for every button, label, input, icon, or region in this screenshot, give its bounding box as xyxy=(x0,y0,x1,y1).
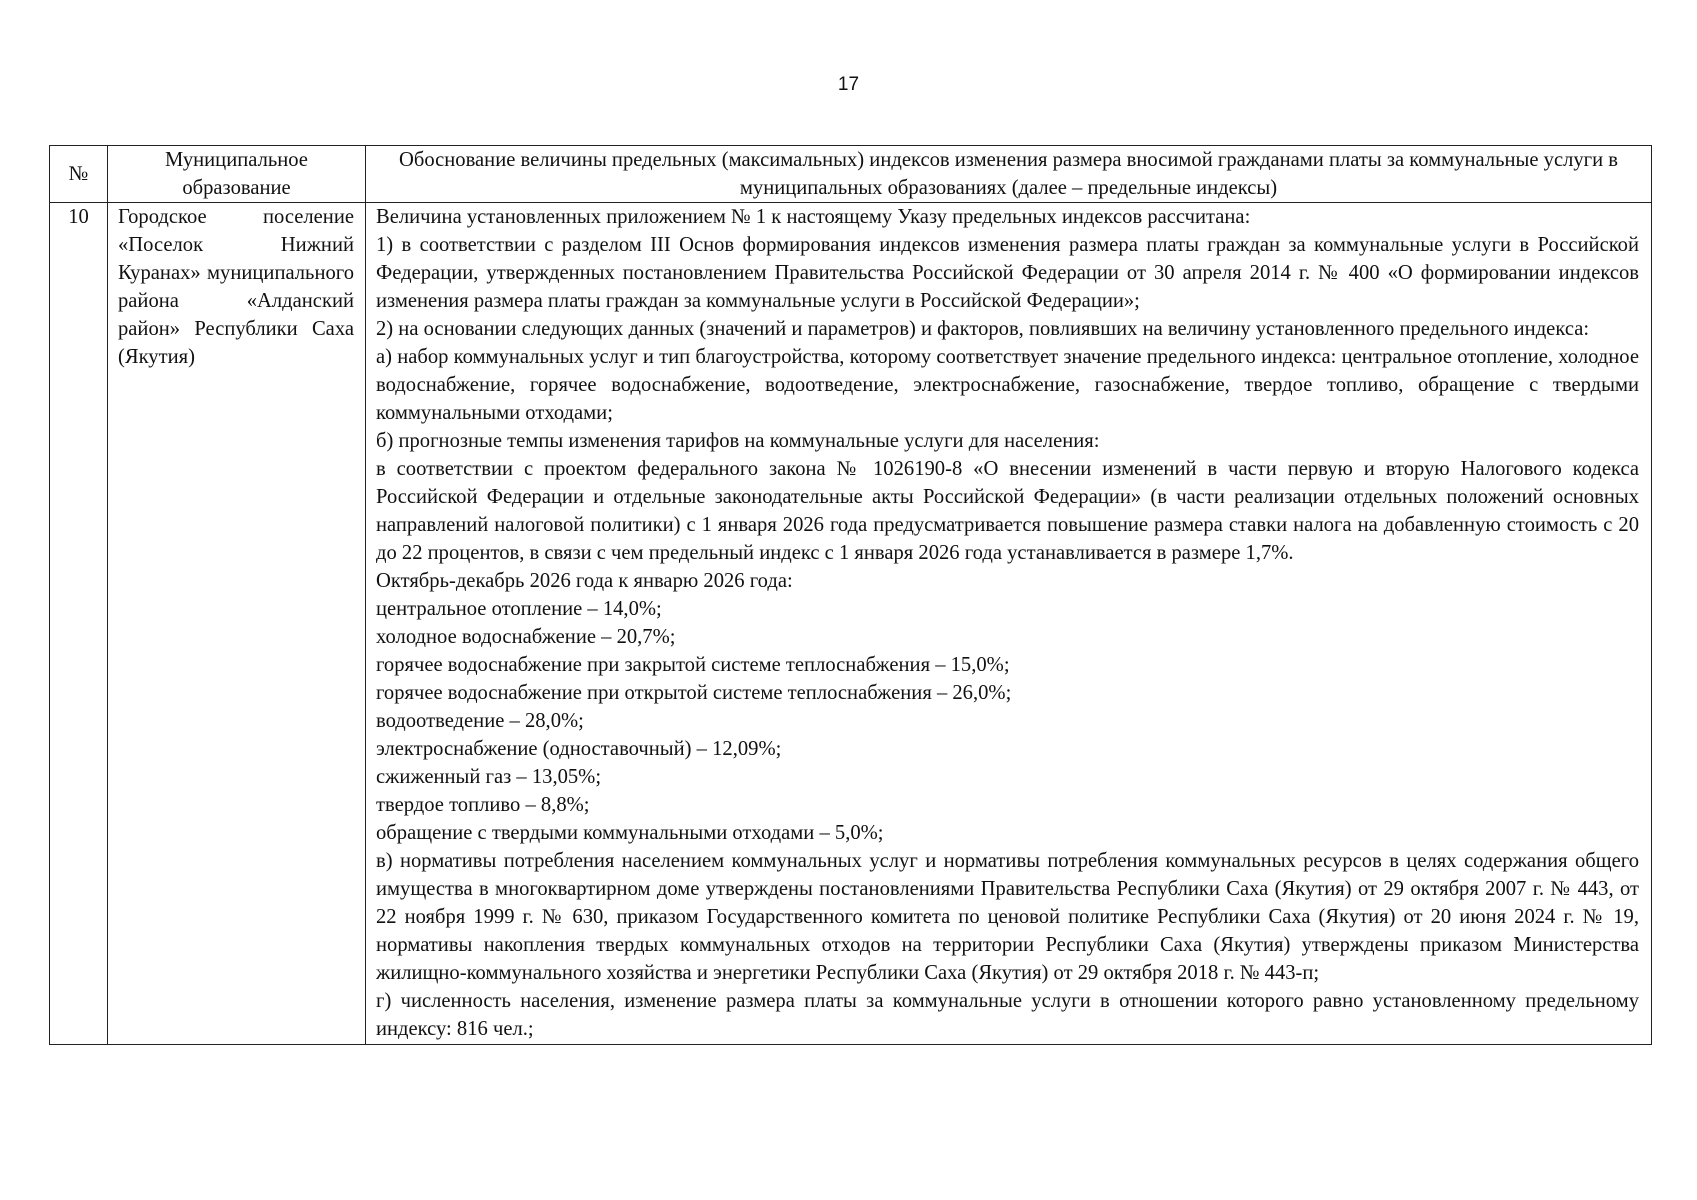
justification-text xyxy=(366,203,1652,1045)
table-header xyxy=(50,146,1652,203)
page-number: 17 xyxy=(837,74,860,95)
tariff-item: холодное водоснабжение – 20,7%; xyxy=(376,626,676,648)
tariff-item: горячее водоснабжение при открытой системе теплоснабжения – 26,0%; xyxy=(376,682,1012,704)
vat-law-paragraph: в соответствии с проектом федерального закона № 1026190-8 «О внесении изменений в части первую и вторую Налогового кодекса Российской Федерации и отдельные законодательные акты Российской Федерации» (в части реализации отдельных положений основных направлений налоговой политики) с 1 января 2026 года предусматривается повышение размера ставки налога на добавленную стоимость с 20 до 22 процентов, в связи с чем предельный индекс с 1 января 2026 года устанавливается в размере 1,7%. xyxy=(376,458,1639,564)
header-num: № xyxy=(50,146,108,203)
justification-intro: Величина установленных приложением № 1 к настоящему Указу предельных индексов рассчитана: xyxy=(376,206,1251,228)
row-number: 10 xyxy=(50,203,108,1045)
clause-a-services-set: а) набор коммунальных услуг и тип благоустройства, которому соответствует значение предельного индекса: центральное отопление, холодное водоснабжение, горячее водоснабжение, водоотведение, электроснабжение, газоснабжение, твердое топливо, обращение с твердыми коммунальными отходами; xyxy=(376,346,1639,424)
table-row xyxy=(50,203,1652,1045)
clause-1: 1) в соответствии с разделом III Основ формирования индексов изменения размера платы граждан за коммунальные услуги в Российской Федерации, утвержденных постановлением Правительства Российской Федерации от 30 апреля 2014 г. № 400 «О формировании индексов изменения размера платы граждан за коммунальные услуги в Российской Федерации»; xyxy=(376,234,1639,312)
tariff-item: сжиженный газ – 13,05%; xyxy=(376,766,602,788)
header-municipality: Муниципальное образование xyxy=(108,146,366,203)
tariff-item: водоотведение – 28,0%; xyxy=(376,710,584,732)
tariff-item: твердое топливо – 8,8%; xyxy=(376,794,590,816)
tariff-item: обращение с твердыми коммунальными отходами – 5,0%; xyxy=(376,822,884,844)
period-heading: Октябрь-декабрь 2026 года к январю 2026 года: xyxy=(376,570,793,592)
tariff-item: центральное отопление – 14,0%; xyxy=(376,598,662,620)
header-justification: Обоснование величины предельных (максимальных) индексов изменения размера вносимой гражданами платы за коммунальные услуги в муниципальных образованиях (далее – предельные индексы) xyxy=(366,146,1652,203)
clause-v-norms: в) нормативы потребления населением коммунальных услуг и нормативы потребления коммунальных ресурсов в целях содержания общего имущества в многоквартирном доме утверждены постановлениями Правительства Республики Саха (Якутия) от 29 октября 2007 г. № 443, от 22 ноября 1999 г. № 630, приказом Государственного комитета по ценовой политике Республики Саха (Якутия) от 20 июня 2024 г. № 19, нормативы накопления твердых коммунальных отходов на территории Республики Саха (Якутия) утверждены приказом Министерства жилищно-коммунального хозяйства и энергетики Республики Саха (Якутия) от 29 октября 2018 г. № 443-п; xyxy=(376,850,1639,984)
clause-2: 2) на основании следующих данных (значений и параметров) и факторов, повлиявших на величину установленного предельного индекса: xyxy=(376,318,1590,340)
index-justification-table xyxy=(49,145,1652,1045)
tariff-item: электроснабжение (одноставочный) – 12,09%; xyxy=(376,738,782,760)
clause-g-population: г) численность населения, изменение размера платы за коммунальные услуги в отношении которого равно установленному предельному индексу: 816 чел.; xyxy=(376,990,1639,1040)
municipality-name: Городское поселение «Поселок Нижний Куранах» муниципального района «Алданский район» Республики Саха (Якутия) xyxy=(108,203,366,1045)
tariff-item: горячее водоснабжение при закрытой системе теплоснабжения – 15,0%; xyxy=(376,654,1010,676)
clause-b-tariff-forecast: б) прогнозные темпы изменения тарифов на коммунальные услуги для населения: xyxy=(376,430,1100,452)
